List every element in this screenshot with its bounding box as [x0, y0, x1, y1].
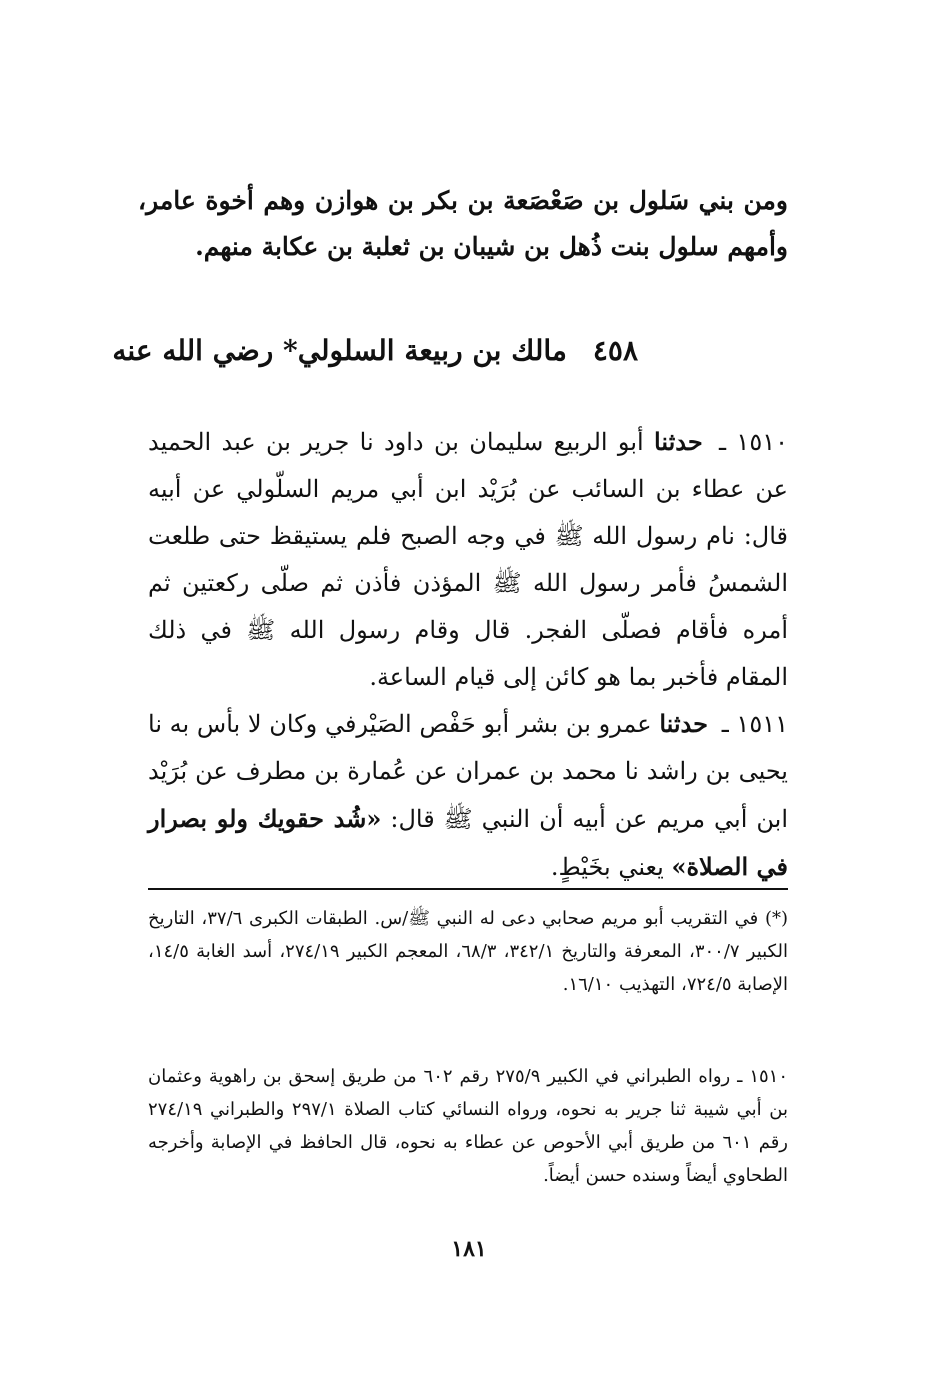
hadith-number: ١٥١٠ ـ [719, 428, 788, 456]
hadith-keyword: حدثنا [659, 709, 708, 738]
chapter-title: مالك بن ربيعة السلولي* رضي الله عنه [112, 334, 567, 367]
intro-paragraph: ومن بني سَلول بن صَعْصَعة بن بكر بن هوازن وهم أخوة عامر، وأمهم سلول بنت ذُهل بن شيبان بن ثعلبة بن عكابة منهم. [138, 186, 788, 261]
hadith-keyword: حدثنا [654, 427, 703, 456]
footnote-1510: ١٥١٠ ـ رواه الطبراني في الكبير ٢٧٥/٩ رقم ٦٠٢ من طريق إسحق بن راهوية وعثمان بن أبي شيبة ثنا جرير به نحوه، ورواه النسائي كتاب الصلاة ٢٩٧/١ والطبراني ٢٧٤/١٩ رقم ٦٠١ من طريق أبي الأحوص عن عطاء به نحوه، قال الحافظ في الإصابة وأخرجه الطحاوي أيضاً وسنده حسن أيضاً. [148, 1066, 789, 1186]
footnote-star: (*) في التقريب أبو مريم صحابي دعى له النبي ﷺ/س. الطبقات الكبرى ٣٧/٦، التاريخ الكبير ٣٠٠/٧، المعرفة والتاريخ ٣٤٢/١، ٦٨/٣، المعجم الكبير ٢٧٤/١٩، أسد الغابة ١٤/٥، الإصابة ٧٢٤/٥، التهذيب ١٦/١٠. [148, 908, 788, 995]
hadith-ending: يعني بخَيْطٍ. [550, 853, 664, 881]
hadith-1511 [148, 700, 788, 891]
hadith-number: ١٥١١ ـ [721, 710, 788, 738]
hadith-text: أبو الربيع سليمان بن داود نا جرير بن عبد الحميد عن عطاء بن السائب عن بُرَيْد ابن أبي مريم السلّولي عن أبيه قال: نام رسول الله ﷺ في وجه الصبح فلم يستيقظ حتى طلعت الشمسُ فأمر رسول الله ﷺ المؤذن فأذن ثم صلّى ركعتين ثم أمره فأقام فصلّى الفجر. قال وقام رسول الله ﷺ في ذلك المقام فأخبر بما هو كائن إلى قيام الساعة. [148, 428, 789, 691]
chapter-number: ٤٥٨ [592, 334, 638, 367]
chapter-heading [112, 326, 638, 376]
hadith-quote: «شُد حقويك ولو بصرار في الصلاة» [148, 804, 788, 881]
hadith-text: عمرو بن بشر أبو حَفْص الصَيْرفي وكان لا بأس به نا يحيى بن راشد نا محمد بن عمران عن عُمارة بن مطرف عن بُرَيْد ابن أبي مريم عن أبيه أن النبي ﷺ قال: [148, 710, 788, 833]
page-number: ١٨١ [451, 1236, 487, 1262]
footnote-divider [148, 888, 788, 890]
hadith-1510 [148, 418, 788, 701]
